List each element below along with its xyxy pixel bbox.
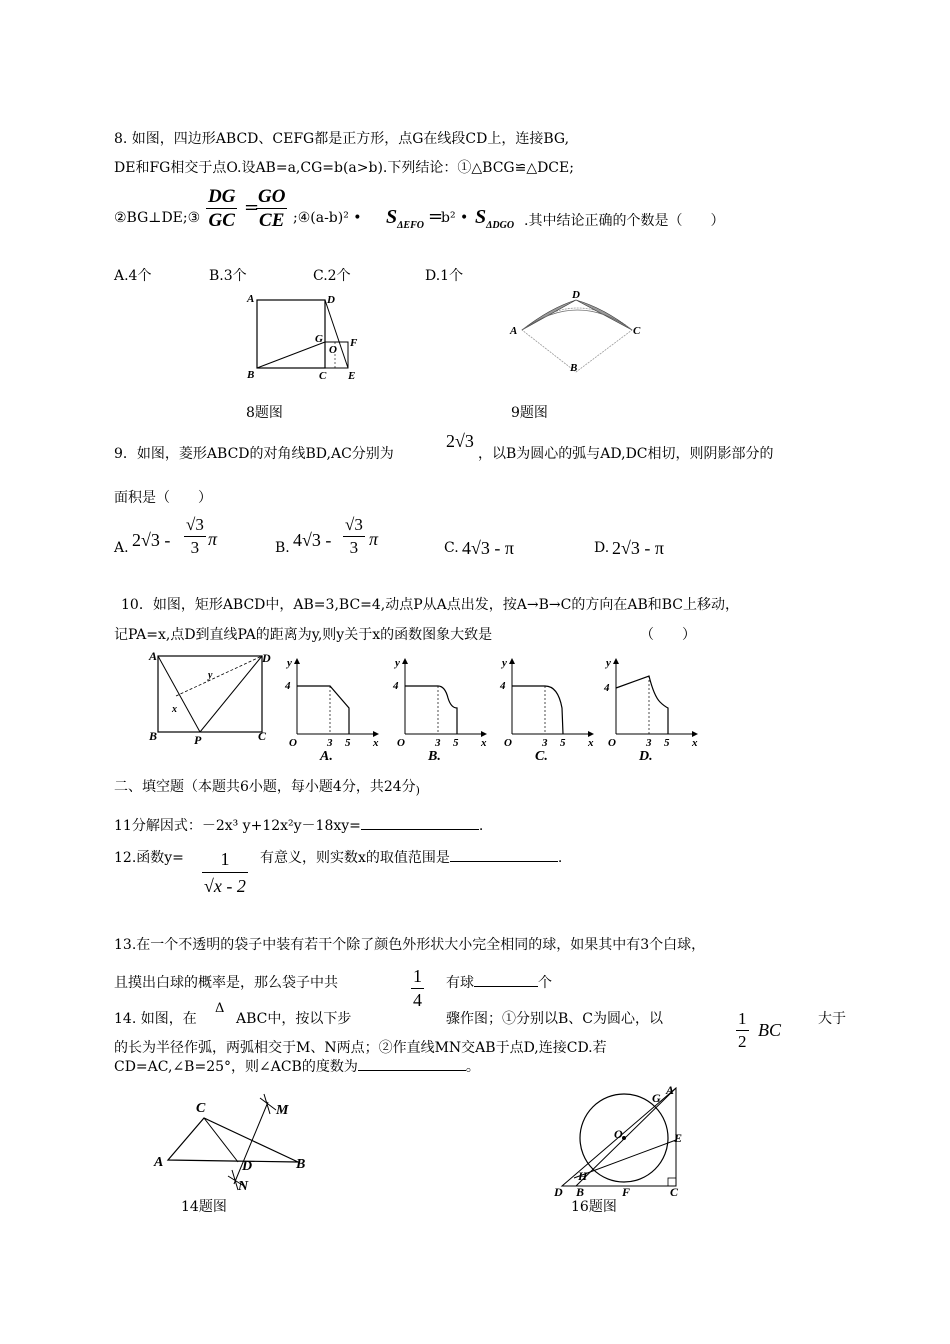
svg-text:E: E	[674, 1131, 683, 1145]
fraction-denominator: 4	[413, 990, 422, 1010]
svg-text:D: D	[242, 1159, 253, 1174]
fraction-denominator: 3	[190, 538, 200, 557]
q8-label-d: D	[327, 294, 335, 306]
q8-label-c: C	[319, 370, 327, 382]
svg-text:x: x	[373, 737, 379, 749]
q14-line3: CD=AC,∠B=25°，则∠ACB的度数为 。	[114, 1059, 480, 1075]
fraction-numerator: 1	[411, 965, 424, 989]
svg-text:O: O	[289, 737, 297, 749]
q14-line1c: 骤作图；①分别以B、C为圆心，以	[446, 1011, 663, 1027]
q10-line1: 10．如图，矩形ABCD中，AB=3,BC=4,动点P从A点出发，按A→B→C的方向在AB和BC上移动，	[121, 597, 740, 613]
fraction-numerator: 1	[202, 846, 248, 873]
q8-part-a: ②BG⊥DE;③	[114, 210, 201, 226]
svg-text:O: O	[608, 737, 616, 749]
q13-line1: 13.在一个不透明的袋子中装有若干个除了颜色外形状大小完全相同的球，如果其中有3个白球，	[114, 937, 706, 953]
q8-part-b: ;④(a-b)² •	[293, 210, 362, 226]
q8-label-e: E	[348, 370, 356, 382]
q9-label-a: A	[510, 325, 518, 337]
svg-text:N: N	[238, 1179, 249, 1194]
q8-part-c: b² •	[441, 210, 469, 226]
svg-text:4: 4	[500, 680, 506, 692]
q8-equals-2: =	[428, 206, 444, 227]
q13-line2a: 且摸出白球的概率是，那么袋子中共	[114, 975, 338, 991]
q8-fraction-1	[206, 185, 237, 232]
fraction-numerator: √3	[184, 514, 206, 537]
q8-option-d: D.1个	[425, 268, 464, 284]
q8-figure	[245, 290, 375, 390]
fraction-numerator: √3	[343, 514, 365, 537]
q16-figure	[548, 1082, 698, 1200]
fraction-numerator: 1	[736, 1008, 749, 1031]
fraction-numerator: DG	[208, 186, 236, 207]
q9-line1a: 9．如图，菱形ABCD的对角线BD,AC分别为	[114, 446, 394, 462]
q8-line2: DE和FG相交于点O.设AB=a,CG=b(a>b).下列结论：①△BCG≌△DCE;	[114, 160, 574, 176]
q9-option-b-pi: π	[369, 529, 379, 549]
svg-text:4: 4	[604, 682, 610, 694]
q9-option-b-expr: 4√3 -	[293, 530, 332, 550]
svg-text:3: 3	[327, 737, 333, 749]
fraction-denominator: √x - 2	[204, 876, 246, 896]
svg-text:C: C	[670, 1185, 679, 1199]
q12-fraction	[202, 846, 248, 899]
svg-text:P: P	[194, 733, 202, 747]
q8-equals: =	[244, 197, 260, 218]
svg-text:D: D	[262, 651, 271, 665]
svg-text:3: 3	[435, 737, 441, 749]
fraction-denominator: 2	[738, 1032, 747, 1051]
q8-part-d: .其中结论正确的个数是（ ）	[524, 213, 725, 229]
svg-text:5: 5	[560, 737, 566, 749]
q14-fig-caption: 14题图	[181, 1199, 227, 1215]
svg-text:y: y	[606, 657, 611, 669]
svg-text:A: A	[154, 1155, 164, 1170]
svg-text:y: y	[395, 657, 400, 669]
q14-line1d: 大于	[818, 1011, 846, 1027]
q8-option-c: C.2个	[313, 268, 351, 284]
svg-text:O: O	[614, 1127, 623, 1141]
svg-text:A: A	[149, 649, 158, 663]
svg-text:M: M	[276, 1103, 289, 1118]
svg-text:D: D	[554, 1185, 563, 1199]
q14-delta: Δ	[215, 1001, 225, 1016]
q8-s2: $S_{\Delta DGO}$	[475, 206, 515, 231]
q9-label-d: D	[572, 289, 580, 301]
q14-line2: 的长为半径作弧，两弧相交于M、N两点；②作直线MN交AB于点D,连接CD.若	[114, 1040, 607, 1056]
q10-graph-b	[393, 656, 493, 762]
q16-fig-caption: 16题图	[571, 1199, 617, 1215]
q14-line1b: ABC中，按以下步	[236, 1011, 352, 1027]
svg-text:C.: C.	[535, 749, 548, 764]
svg-text:y: y	[287, 657, 292, 669]
svg-text:5: 5	[453, 737, 459, 749]
svg-text:5: 5	[664, 737, 670, 749]
svg-text:H: H	[578, 1169, 588, 1183]
q14-fraction	[736, 1008, 749, 1053]
q10-graph-a	[285, 656, 385, 762]
q10-paren: （ ）	[640, 627, 696, 643]
svg-text:x: x	[692, 737, 698, 749]
q13-fraction	[411, 965, 424, 1012]
svg-text:B: B	[296, 1157, 306, 1172]
q11: 11分解因式：－2x³ y+12x²y－18xy= .	[114, 818, 484, 834]
q9-option-c-label: C.	[444, 540, 459, 556]
fraction-denominator: 3	[349, 538, 359, 557]
q8-fraction-2	[256, 185, 287, 232]
fraction-numerator: GO	[258, 186, 286, 207]
q8-s1: $S_{\Delta EFO}$	[386, 206, 424, 231]
svg-text:C: C	[196, 1101, 206, 1116]
svg-text:O: O	[504, 737, 512, 749]
q9-figure	[508, 288, 648, 380]
svg-text:C: C	[258, 729, 267, 743]
svg-text:5: 5	[345, 737, 351, 749]
svg-text:x: x	[588, 737, 594, 749]
section2-title: 二、填空题（本题共6小题，每小题4分，共24分$_)$	[114, 779, 420, 797]
fraction-denominator: CE	[259, 210, 285, 231]
svg-text:3: 3	[542, 737, 548, 749]
q9-label-b: B	[570, 362, 578, 374]
q9-option-b-label: B.	[275, 540, 290, 556]
q9-option-a-label: A.	[114, 540, 129, 556]
q13-answer-blank[interactable]	[474, 986, 538, 987]
svg-text:G: G	[652, 1091, 661, 1105]
q9-label-c: C	[633, 325, 641, 337]
q9-option-a-expr: 2√3 -	[132, 530, 171, 550]
q9-line1b: ，以B为圆心的弧与AD,DC相切，则阴影部分的	[478, 446, 774, 462]
q9-line2: 面积是（ ）	[114, 490, 212, 506]
svg-text:y: y	[502, 657, 507, 669]
q8-label-a: A	[247, 293, 255, 305]
svg-text:y: y	[208, 670, 213, 681]
q12-tail: 有意义，则实数x的取值范围是 .	[260, 850, 563, 866]
svg-text:4: 4	[285, 680, 291, 692]
q8-label-g: G	[315, 333, 323, 345]
q12-answer-blank[interactable]	[450, 861, 558, 862]
svg-text:A: A	[666, 1083, 675, 1097]
svg-text:O: O	[397, 737, 405, 749]
q8-option-b: B.3个	[209, 268, 247, 284]
q9-option-b-fraction	[343, 514, 365, 559]
q10-figure	[148, 648, 278, 747]
q11-answer-blank[interactable]	[361, 829, 479, 830]
q10-graph-d	[604, 656, 704, 762]
q10-line2: 记PA=x,点D到直线PA的距离为y,则y关于x的函数图象大致是	[114, 627, 493, 643]
fraction-denominator: GC	[208, 210, 235, 231]
q9-option-a-pi: π	[208, 529, 218, 549]
q8-option-a: A.4个	[114, 268, 152, 284]
svg-text:x: x	[172, 704, 177, 715]
svg-text:B: B	[576, 1185, 585, 1199]
q13-line2b: 有球 个	[446, 975, 552, 991]
q9-option-d-expr: 2√3 - π	[612, 538, 664, 558]
q9-option-c-expr: 4√3 - π	[462, 538, 514, 558]
q10-graph-c	[500, 656, 600, 762]
q8-label-f: F	[350, 337, 358, 349]
q9-line1-math: 2√3	[446, 431, 474, 451]
svg-text:B.: B.	[428, 749, 441, 764]
svg-text:x: x	[481, 737, 487, 749]
svg-text:3: 3	[646, 737, 652, 749]
q8-label-o: O	[329, 344, 337, 356]
q8-fig-caption: 8题图	[246, 405, 283, 421]
q9-option-a-fraction	[184, 514, 206, 559]
q12-text: 12.函数y=	[114, 850, 184, 866]
svg-text:D.: D.	[639, 749, 653, 764]
q14-figure	[154, 1090, 324, 1196]
q9-fig-caption: 9题图	[511, 405, 548, 421]
q14-frac-tail: BC	[758, 1020, 782, 1040]
q8-line1: 8. 如图，四边形ABCD、CEFG都是正方形，点G在线段CD上，连接BG,	[114, 131, 570, 147]
q14-line1a: 14. 如图，在	[114, 1011, 197, 1027]
q8-label-b: B	[247, 369, 255, 381]
q14-answer-blank[interactable]	[358, 1070, 466, 1071]
svg-text:F: F	[622, 1185, 631, 1199]
svg-text:A.: A.	[320, 749, 333, 764]
svg-text:B: B	[149, 729, 158, 743]
q9-option-d-label: D.	[594, 540, 610, 556]
svg-text:4: 4	[393, 680, 399, 692]
